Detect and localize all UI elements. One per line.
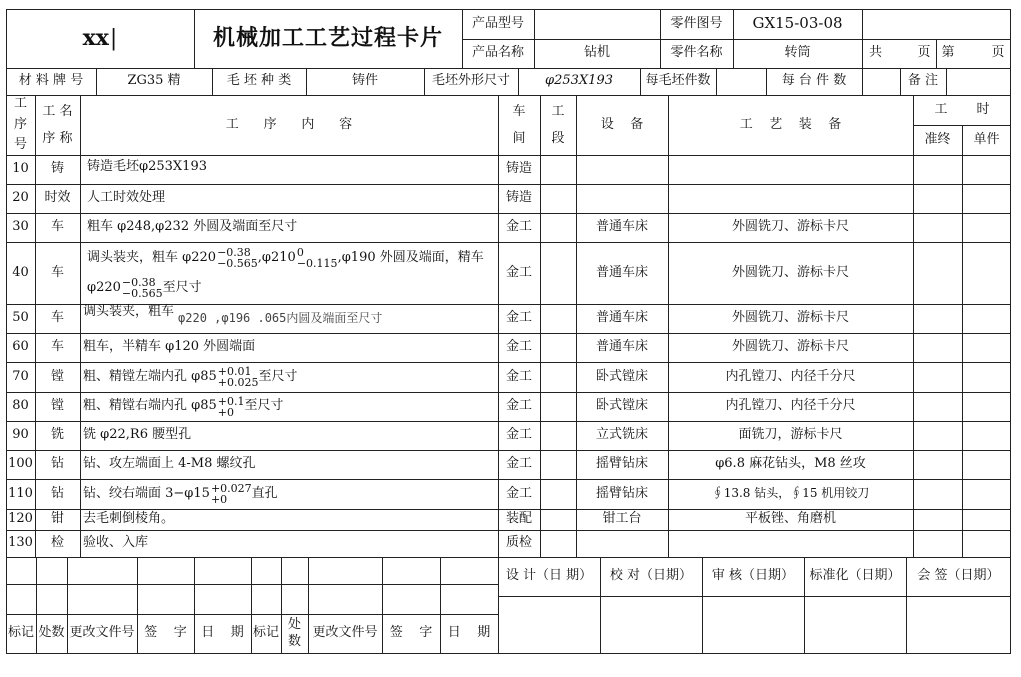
op-tooling: 内孔镗刀、内径千分尺 bbox=[725, 368, 856, 384]
part-drawing-label: 零件图号 bbox=[670, 15, 723, 31]
op-name: 铣 bbox=[50, 427, 64, 443]
rule bbox=[913, 95, 914, 558]
op-no: 10 bbox=[12, 161, 29, 177]
product-model-label: 产品型号 bbox=[471, 15, 524, 31]
op-name: 铸 bbox=[50, 161, 64, 177]
op-content: 调头装夹，粗车 φ220 ,φ196 .065内圆及端面至尺寸 bbox=[83, 304, 383, 325]
product-name-label: 产品名称 bbox=[471, 45, 524, 61]
op-no: 100 bbox=[8, 456, 33, 472]
col-unit-time: 单件 bbox=[973, 131, 1000, 147]
op-workshop: 金工 bbox=[505, 398, 532, 414]
card-title: 机械加工工艺过程卡片 bbox=[212, 25, 443, 52]
blank-type-value: 铸件 bbox=[351, 73, 378, 89]
revision-count-label: 处 数 bbox=[287, 616, 301, 649]
op-name: 镗 bbox=[50, 368, 64, 384]
op-equipment: 普通车床 bbox=[595, 310, 648, 326]
per-blank-label: 每毛坯件数 bbox=[645, 73, 711, 89]
rule bbox=[6, 653, 1011, 654]
tolerance: −0.38 −0.565 bbox=[217, 246, 258, 270]
remarks-label: 备 注 bbox=[907, 73, 939, 89]
review-date: 审 核（日期） bbox=[711, 568, 795, 584]
op-workshop: 金工 bbox=[505, 219, 532, 235]
col-op-name: 工 名 序 称 bbox=[42, 103, 73, 146]
op-content: 粗、精镗右端内孔 φ85 +0.1 +0 至尺寸 bbox=[83, 394, 284, 419]
revision-count-label: 处数 bbox=[38, 625, 65, 641]
op-workshop: 金工 bbox=[505, 339, 532, 355]
op-content: 钻、绞右端面 3−φ15 +0.027 +0 直孔 bbox=[83, 482, 278, 506]
op-equipment: 卧式镗床 bbox=[595, 368, 648, 384]
op-content: 铣 φ22,R6 腰型孔 bbox=[83, 427, 192, 443]
op-content: 人工时效处理 bbox=[87, 190, 166, 206]
op-name: 车 bbox=[50, 264, 64, 280]
revision-sign-label: 签 字 bbox=[144, 625, 187, 641]
op-content: 调头装夹，粗车 φ220 −0.38 −0.565 ,φ210 0 −0.115 ,φ190 外圆及端面，精车 bbox=[87, 246, 484, 270]
op-workshop: 金工 bbox=[505, 427, 532, 443]
rule bbox=[716, 68, 717, 96]
tolerance: −0.38 −0.565 bbox=[121, 276, 163, 300]
op-name: 钻 bbox=[50, 456, 64, 472]
op-no: 70 bbox=[12, 368, 29, 384]
material-label: 材 料 牌 号 bbox=[18, 73, 84, 89]
col-equipment: 设 备 bbox=[600, 116, 644, 132]
rule bbox=[862, 68, 863, 96]
op-content-cont: φ220 −0.38 −0.565 至尺寸 bbox=[87, 276, 202, 300]
col-workshop: 车 间 bbox=[512, 103, 526, 146]
op-no: 80 bbox=[12, 398, 29, 414]
op-workshop: 铸造 bbox=[505, 161, 532, 177]
op-content: 铸造毛坯φ253X193 bbox=[87, 158, 207, 174]
rule bbox=[946, 68, 947, 96]
design-date: 设 计（日 期） bbox=[505, 568, 593, 584]
part-name-value: 转筒 bbox=[784, 45, 811, 61]
op-no: 110 bbox=[8, 485, 33, 501]
rule bbox=[862, 9, 863, 69]
op-tooling: 面铣刀，游标卡尺 bbox=[738, 427, 843, 443]
revision-docno-label: 更改文件号 bbox=[69, 625, 135, 641]
rule bbox=[962, 125, 963, 558]
product-model-value bbox=[534, 9, 660, 39]
col-time: 工 时 bbox=[934, 101, 990, 117]
blank-size-value: φ253X193 bbox=[545, 73, 613, 89]
op-tooling: ∮13.8 钻头，∮15 机用铰刀 bbox=[711, 486, 870, 501]
company-name: xx | bbox=[82, 25, 118, 52]
page-label: 页 bbox=[917, 45, 931, 61]
op-name: 镗 bbox=[50, 398, 64, 414]
op-tooling: 外圆铣刀、游标卡尺 bbox=[731, 339, 849, 355]
tolerance: +0.1 +0 bbox=[217, 394, 245, 419]
op-workshop: 金工 bbox=[505, 368, 532, 384]
op-equipment: 钳工台 bbox=[602, 511, 642, 527]
blank-type-label: 毛 坯 种 类 bbox=[226, 73, 292, 89]
op-workshop: 金工 bbox=[505, 485, 532, 501]
op-name: 钻 bbox=[50, 485, 64, 501]
op-content: 验收、入库 bbox=[83, 535, 149, 551]
op-content: 钻、攻左端面上 4-M8 螺纹孔 bbox=[83, 456, 256, 472]
op-workshop: 金工 bbox=[505, 310, 532, 326]
op-name: 钳 bbox=[50, 511, 64, 527]
op-tooling: 内孔镗刀、内径千分尺 bbox=[725, 398, 856, 414]
op-workshop: 金工 bbox=[505, 264, 532, 280]
op-workshop: 装配 bbox=[505, 511, 532, 527]
op-equipment: 普通车床 bbox=[595, 264, 648, 280]
countersign-date: 会 签（日期） bbox=[917, 568, 1000, 584]
op-no: 20 bbox=[12, 190, 29, 206]
col-section: 工 段 bbox=[551, 103, 565, 146]
op-tooling: 平板锉、角磨机 bbox=[744, 511, 836, 527]
op-tooling: 外圆铣刀、游标卡尺 bbox=[731, 310, 849, 326]
op-content: 粗车 φ248,φ232 外圆及端面至尺寸 bbox=[87, 219, 298, 235]
op-content: 粗、精镗左端内孔 φ85 +0.01 +0.025 至尺寸 bbox=[83, 365, 298, 389]
op-equipment: 立式铣床 bbox=[595, 427, 648, 443]
op-content: 粗车，半精车 φ120 外圆端面 bbox=[83, 339, 256, 355]
per-unit-label: 每 台 件 数 bbox=[781, 73, 847, 89]
col-tooling: 工 艺 装 备 bbox=[739, 116, 842, 132]
op-name: 车 bbox=[50, 219, 64, 235]
op-name: 车 bbox=[50, 310, 64, 326]
material-value: ZG35 精 bbox=[127, 73, 181, 89]
op-no: 90 bbox=[12, 427, 29, 443]
revision-mark-label: 标记 bbox=[7, 625, 34, 641]
op-tooling: 外圆铣刀、游标卡尺 bbox=[731, 219, 849, 235]
revision-docno-label: 更改文件号 bbox=[312, 625, 378, 641]
rule bbox=[540, 95, 541, 558]
rule bbox=[936, 39, 937, 69]
op-no: 60 bbox=[12, 339, 29, 355]
op-name: 车 bbox=[50, 339, 64, 355]
rule bbox=[6, 584, 498, 585]
page-label: 页 bbox=[991, 45, 1005, 61]
op-no: 50 bbox=[12, 310, 29, 326]
op-equipment: 普通车床 bbox=[595, 219, 648, 235]
revision-date-label: 日 期 bbox=[447, 625, 491, 641]
op-content: 去毛刺倒棱角。 bbox=[83, 511, 175, 527]
revision-date-label: 日 期 bbox=[201, 625, 244, 641]
op-tooling: 外圆铣刀、游标卡尺 bbox=[731, 264, 849, 280]
op-no: 30 bbox=[12, 219, 29, 235]
check-date: 校 对（日期） bbox=[609, 568, 693, 584]
op-workshop: 质检 bbox=[505, 535, 532, 551]
op-equipment: 普通车床 bbox=[595, 339, 648, 355]
op-no: 130 bbox=[8, 535, 33, 551]
blank-size-label: 毛坯外形尺寸 bbox=[431, 73, 510, 89]
op-equipment: 摇臂钻床 bbox=[595, 456, 648, 472]
op-tooling: φ6.8 麻花钻头，M8 丝攻 bbox=[715, 456, 866, 472]
op-workshop: 铸造 bbox=[505, 190, 532, 206]
op-equipment: 卧式镗床 bbox=[595, 398, 648, 414]
op-name: 检 bbox=[50, 535, 64, 551]
op-equipment: 摇臂钻床 bbox=[595, 485, 648, 501]
col-prep-time: 准终 bbox=[924, 131, 951, 147]
col-op-no: 工 序 号 bbox=[13, 95, 27, 153]
op-no: 120 bbox=[8, 511, 33, 527]
op-name: 时效 bbox=[44, 190, 71, 206]
rule bbox=[498, 596, 1011, 597]
standardization-date: 标准化（日期） bbox=[809, 568, 901, 584]
part-name-label: 零件名称 bbox=[670, 45, 723, 61]
sheet-label: 第 bbox=[941, 45, 955, 61]
tolerance: +0.027 +0 bbox=[210, 482, 252, 506]
revision-mark-label: 标记 bbox=[252, 625, 279, 641]
tolerance: +0.01 +0.025 bbox=[217, 365, 259, 389]
col-op-content: 工 序 内 容 bbox=[225, 116, 353, 132]
tolerance: 0 −0.115 bbox=[296, 246, 338, 270]
op-workshop: 金工 bbox=[505, 456, 532, 472]
total-pages-label: 共 bbox=[869, 45, 883, 61]
part-drawing-value: GX15-03-08 bbox=[752, 14, 843, 33]
product-name-value: 钻机 bbox=[583, 45, 610, 61]
op-no: 40 bbox=[12, 264, 29, 280]
revision-sign-label: 签 字 bbox=[389, 625, 433, 641]
